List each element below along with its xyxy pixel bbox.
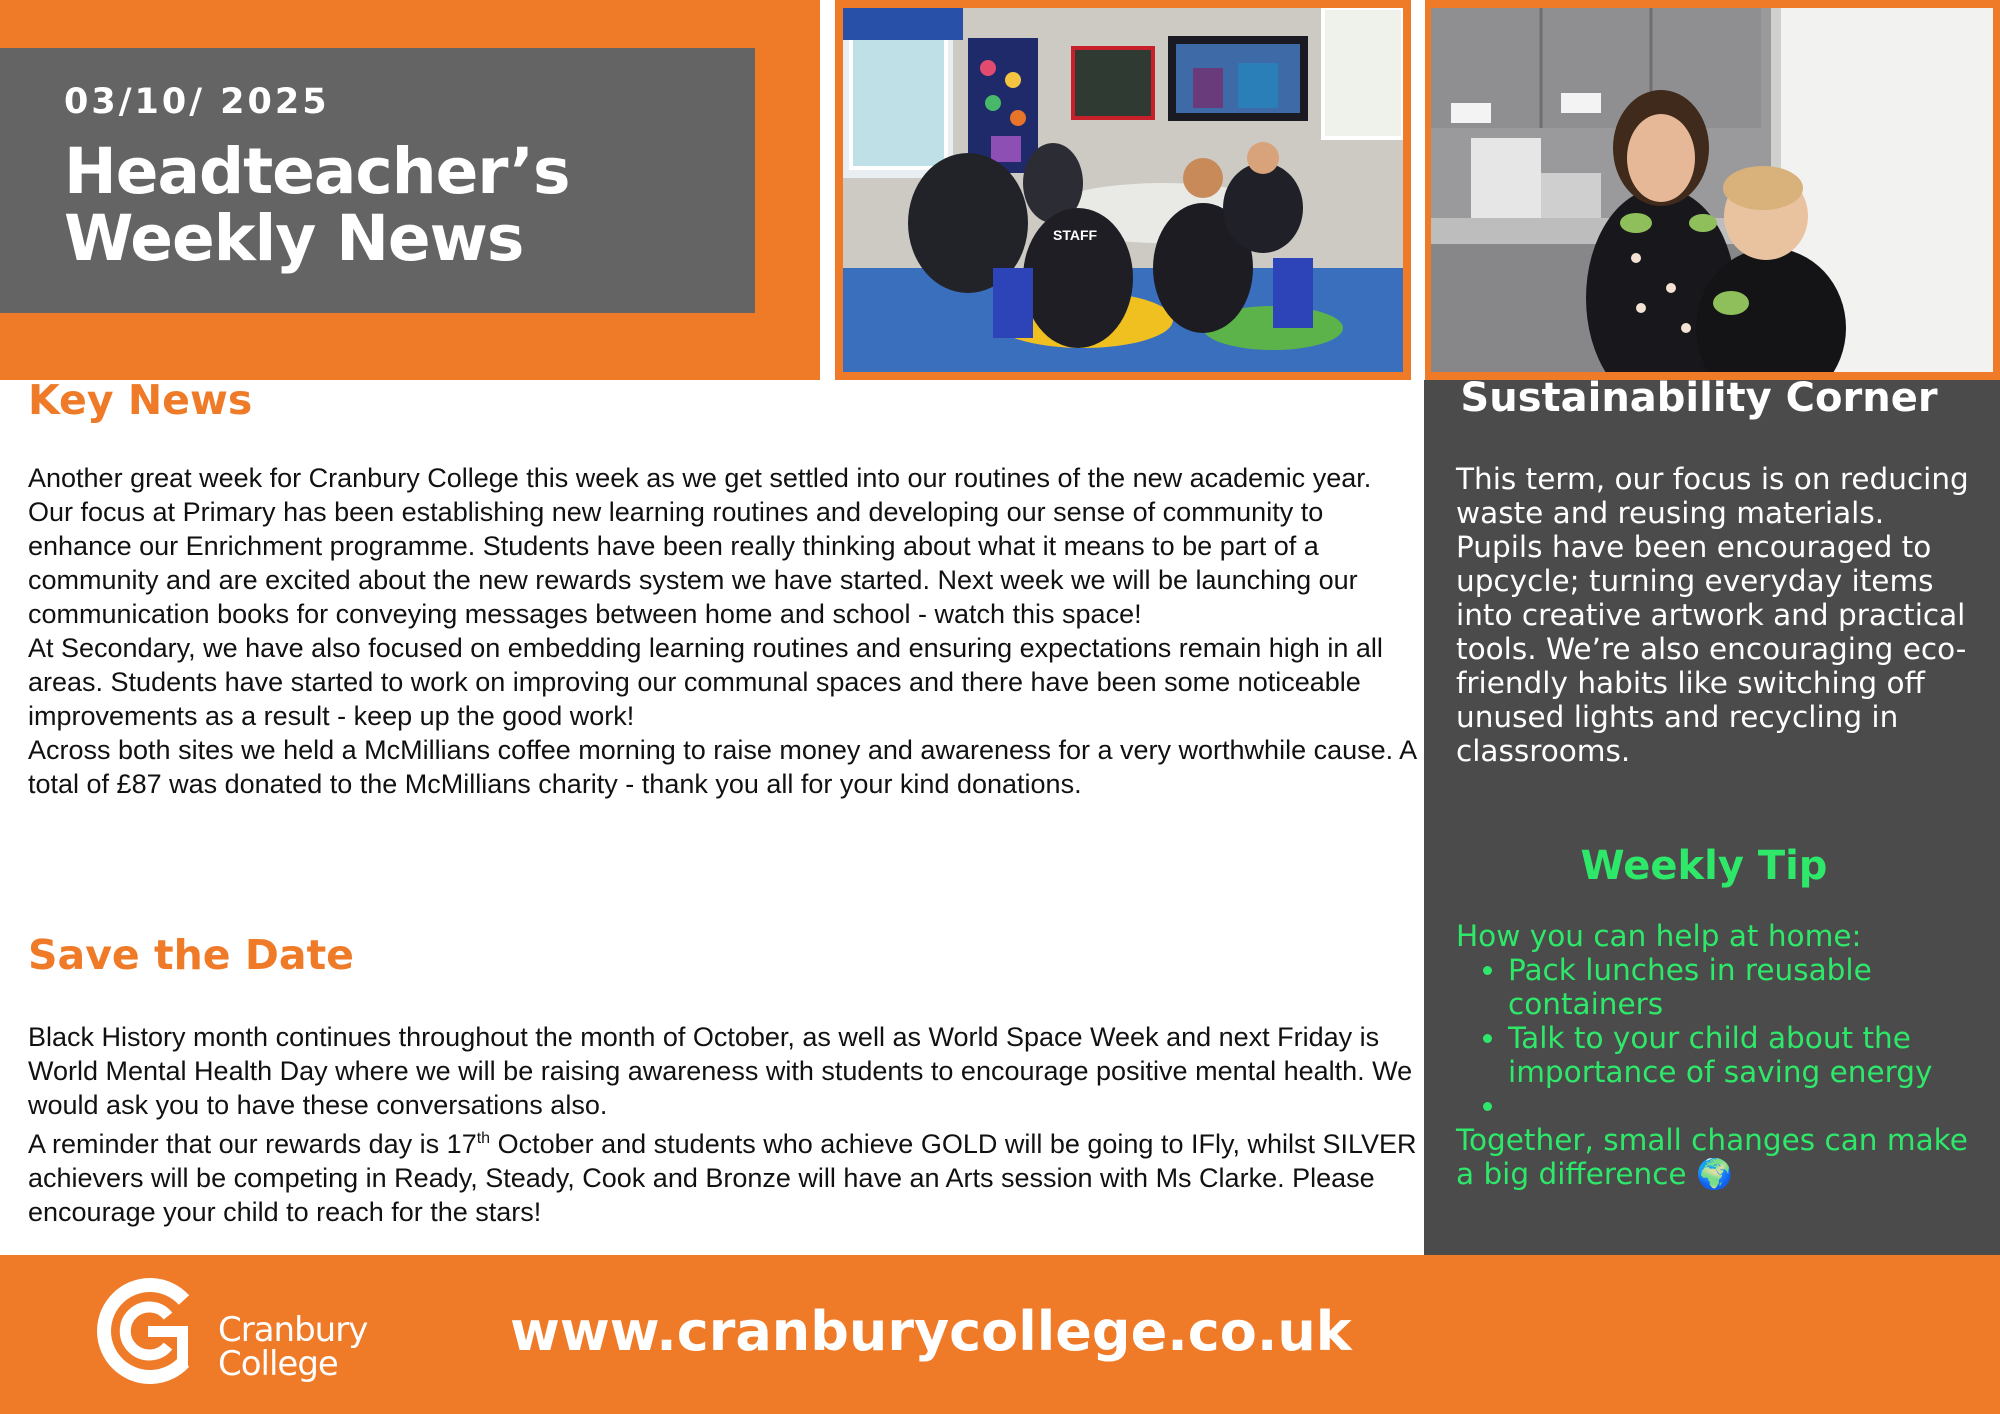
photo-frame-kitchen — [1425, 0, 2000, 380]
list-item: • Talk to your child about the importance of saving energy — [1508, 1021, 1986, 1089]
ordinal-suffix: th — [476, 1130, 491, 1147]
rewards-text-start: A reminder that our rewards day is 17 — [28, 1129, 477, 1159]
title-line-2: Weekly News — [64, 202, 524, 275]
kitchen-photo-illustration — [1431, 8, 1993, 372]
list-item — [1508, 1089, 1986, 1123]
sustainability-text: This term, our focus is on reducing waste and reusing materials. Pupils have been encouraged to upcycle; turning everyday items into creative artwork and practical tools. We’re also encouraging eco-friendly habits like switching off unused lights and recycling in classrooms. — [1456, 462, 1969, 768]
website-link[interactable]: www.cranburycollege.co.uk — [510, 1300, 1352, 1363]
logo-line-1: Cranbury — [218, 1310, 368, 1350]
staff-shirt-label: STAFF — [1053, 227, 1098, 243]
title-line-1: Headteacher’s — [64, 135, 570, 208]
key-news-paragraph: At Secondary, we have also focused on embedding learning routines and ensuring expectations remain high in all areas. Students have started to work on improving our communal spaces and there have been some noticeable improvements as a result - keep up the good work! — [28, 633, 1383, 731]
classroom-photo — [843, 8, 1403, 372]
logo-line-2: College — [218, 1344, 338, 1384]
weekly-tip-list — [1456, 953, 1986, 1123]
photo-frame-classroom — [835, 0, 1411, 380]
weekly-tip-block — [1456, 919, 1986, 1191]
classroom-photo-illustration — [843, 8, 1403, 372]
key-news-paragraph: Our focus at Primary has been establishing new learning routines and developing our sense of community to enhance our Enrichment programme. Students have been really thinking about what it means to be part of a community and are excited about the new rewards system we have started. Next week we will be launching our communication books for conveying messages between home and school - watch this space! — [28, 497, 1358, 629]
page-title — [64, 135, 570, 275]
rewards-text-end: October and students who achieve GOLD will be going to IFly, whilst SILVER achievers will be competing in Ready, Steady, Cook and Bronze will have an Arts session with Ms Clarke. Please encourage your child to reach for the stars! — [28, 1129, 1417, 1227]
save-the-date-paragraph: Black History month continues throughout the month of October, as well as World Space Week and next Friday is World Mental Health Day where we will be raising awareness with students to encourage positive mental health. We would ask you to have these conversations also. — [28, 1022, 1413, 1120]
logo-wordmark — [218, 1310, 368, 1384]
sustainability-heading: Sustainability Corner — [1460, 375, 1938, 421]
key-news-paragraph: Across both sites we held a McMillians coffee morning to raise money and awareness for a very worthwhile cause. A total of £87 was donated to the McMillians charity - thank you all for your kind donations. — [28, 735, 1416, 799]
key-news-heading: Key News — [28, 376, 253, 424]
newsletter-date: 03/10/ 2025 — [64, 82, 330, 122]
weekly-tip-closing: Together, small changes can make a big difference 🌍 — [1456, 1123, 1968, 1191]
weekly-tip-heading: Weekly Tip — [1580, 843, 1828, 889]
save-the-date-body — [28, 1020, 1423, 1229]
weekly-tip-intro: How you can help at home: — [1456, 919, 1862, 953]
key-news-paragraph: Another great week for Cranbury College this week as we get settled into our routines of the new academic year. — [28, 463, 1372, 493]
save-the-date-paragraph-2 — [28, 1122, 1423, 1229]
save-the-date-heading: Save the Date — [28, 931, 354, 979]
key-news-body — [28, 461, 1418, 801]
kitchen-photo — [1431, 8, 1993, 372]
cranbury-logo-icon — [88, 1278, 200, 1384]
list-item: • Pack lunches in reusable containers — [1508, 953, 1986, 1021]
